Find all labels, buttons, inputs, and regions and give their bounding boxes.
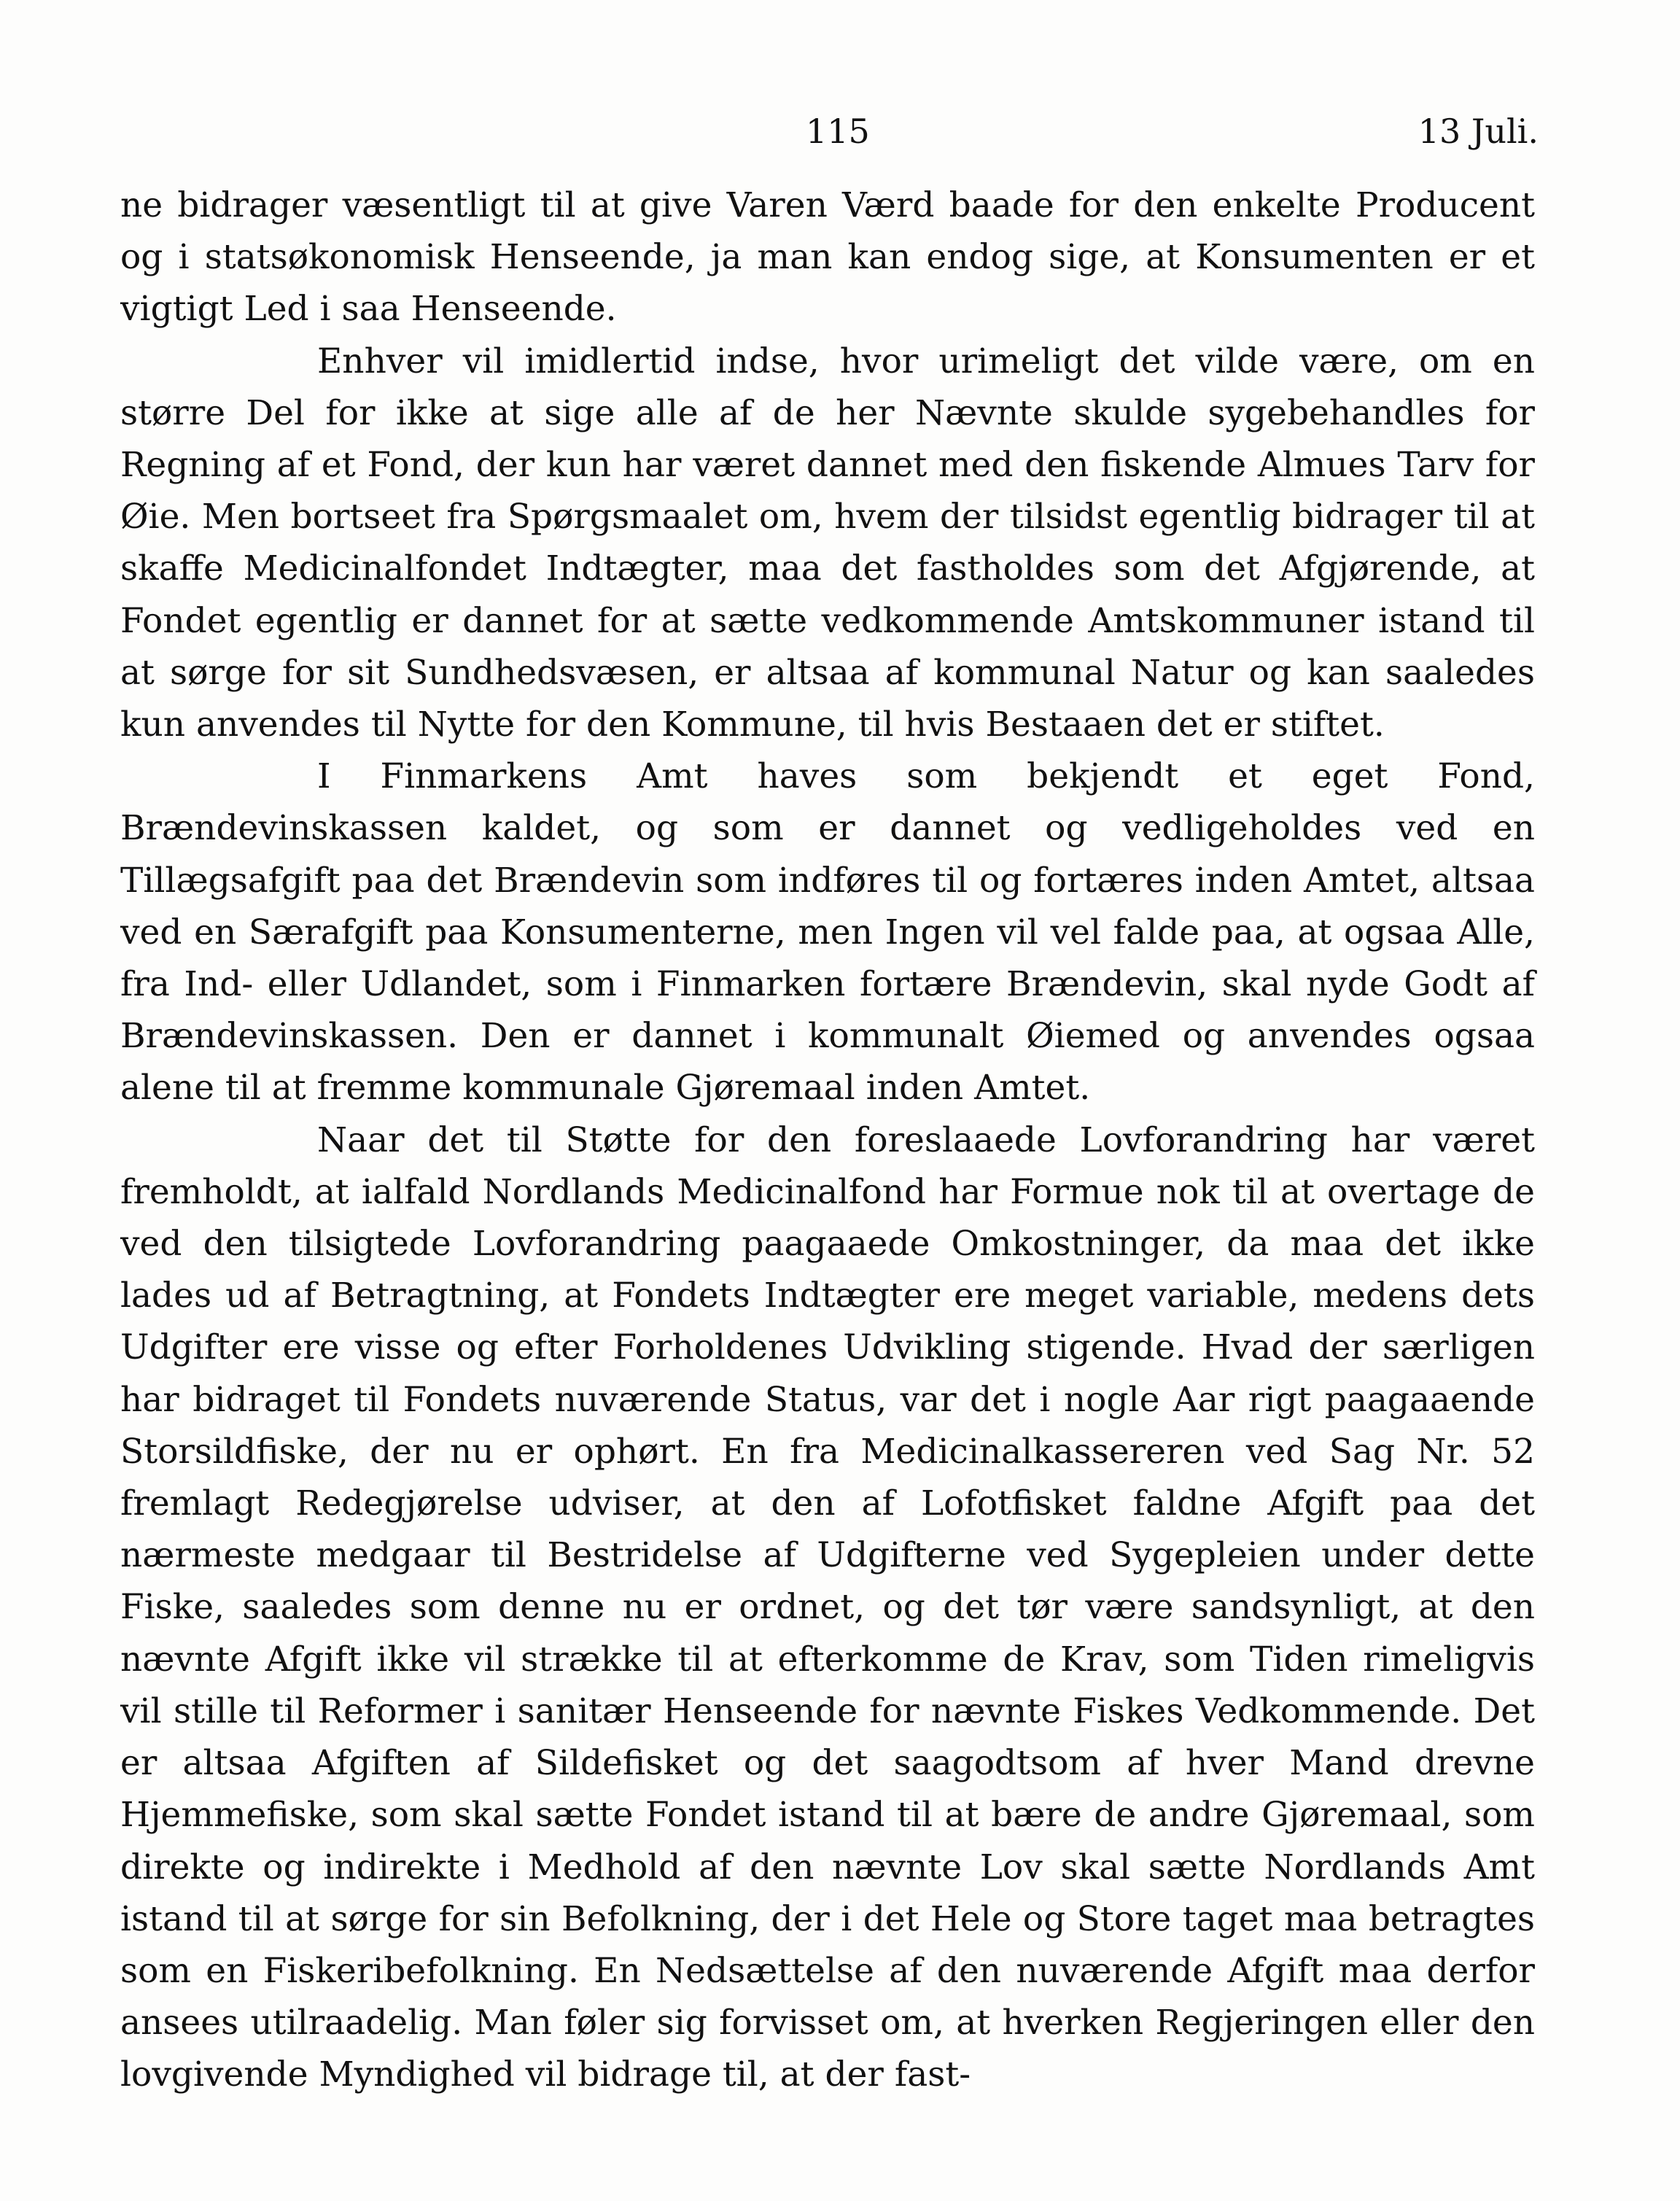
page-number: 115 <box>806 112 870 151</box>
paragraph-continuation: ne bidrager væsentligt til at give Varen Værd baade for den enkelte Producent og i statsøkonomisk Henseende, ja man kan endog sige, at Konsumenten er et vigtigt Led i saa Henseende. <box>120 185 1535 330</box>
paragraph: Enhver vil imidlertid indse, hvor urimeligt det vilde være, om en større Del for ikke at sige alle af de her Nævnte skulde sygebehandles for Regning af et Fond, der kun har været dannet med den fiskende Almues Tarv for Øie. Men bortseet fra Spørgsmaalet om, hvem der tilsidst egentlig bidrager til at skaffe Medicinalfondet Indtægter, maa det fastholdes som det Afgjørende, at Fondet egentlig er dannet for at sætte vedkommende Amtskommuner istand til at sørge for sit Sundhedsvæsen, er altsaa af kommunal Natur og kan saaledes kun anvendes til Nytte for den Kommune, til hvis Bestaaen det er stiftet. <box>120 341 1535 745</box>
paragraph: I Finmarkens Amt haves som bekjendt et eget Fond, Brændevinskassen kaldet, og som er dannet og vedligeholdes ved en Tillægsafgift paa det Brændevin som indføres til og fortæres inden Amtet, altsaa ved en Særafgift paa Konsumenterne, men Ingen vil vel falde paa, at ogsaa Alle, fra Ind- eller Udlandet, som i Finmarken fortære Brændevin, skal nyde Godt af Brændevinskassen. Den er dannet i kommunalt Øiemed og anvendes ogsaa alene til at fremme kommunale Gjøremaal inden Amtet. <box>120 756 1535 1109</box>
header-date: 13 Juli. <box>1418 112 1539 151</box>
paragraph: Naar det til Støtte for den foreslaaede Lovforandring har været fremholdt, at ialfald Nordlands Medicinalfond har Formue nok til at overtage de ved den tilsigtede Lovforandring paagaaede Omkostninger, da maa det ikke lades ud af Betragtning, at Fondets Indtægter ere meget variable, medens dets Udgifter ere visse og efter Forholdenes Udvikling stigende. Hvad der særligen har bidraget til Fondets nuværende Status, var det i nogle Aar rigt paagaaende Storsildfiske, der nu er ophørt. En fra Medicinalkassereren ved Sag Nr. 52 fremlagt Redegjørelse udviser, at den af Lofotfisket faldne Afgift paa det nærmeste medgaar til Bestridelse af Udgifterne ved Sygepleien under dette Fiske, saaledes som denne nu er ordnet, og det tør være sandsynligt, at den nævnte Afgift ikke vil strække til at efterkomme de Krav, som Tiden rimeligvis vil stille til Reformer i sanitær Henseende for nævnte Fiskes Vedkommende. Det er altsaa Afgiften af Sildefisket og det saagodtsom af hver Mand drevne Hjemmefiske, som skal sætte Fondet istand til at bære de andre Gjøremaal, som direkte og indirekte i Medhold af den nævnte Lov skal sætte Nordlands Amt istand til at sørge for sin Befolkning, der i det Hele og Store taget maa betragtes som en Fiskeribefolkning. En Nedsættelse af den nuværende Afgift maa derfor ansees utilraadelig. Man føler sig forvisset om, at hverken Regjeringen eller den lovgivende Myndighed vil bidrage til, at der fast- <box>120 1119 1535 2095</box>
page-header <box>117 109 1539 153</box>
body-text <box>120 179 1535 2101</box>
